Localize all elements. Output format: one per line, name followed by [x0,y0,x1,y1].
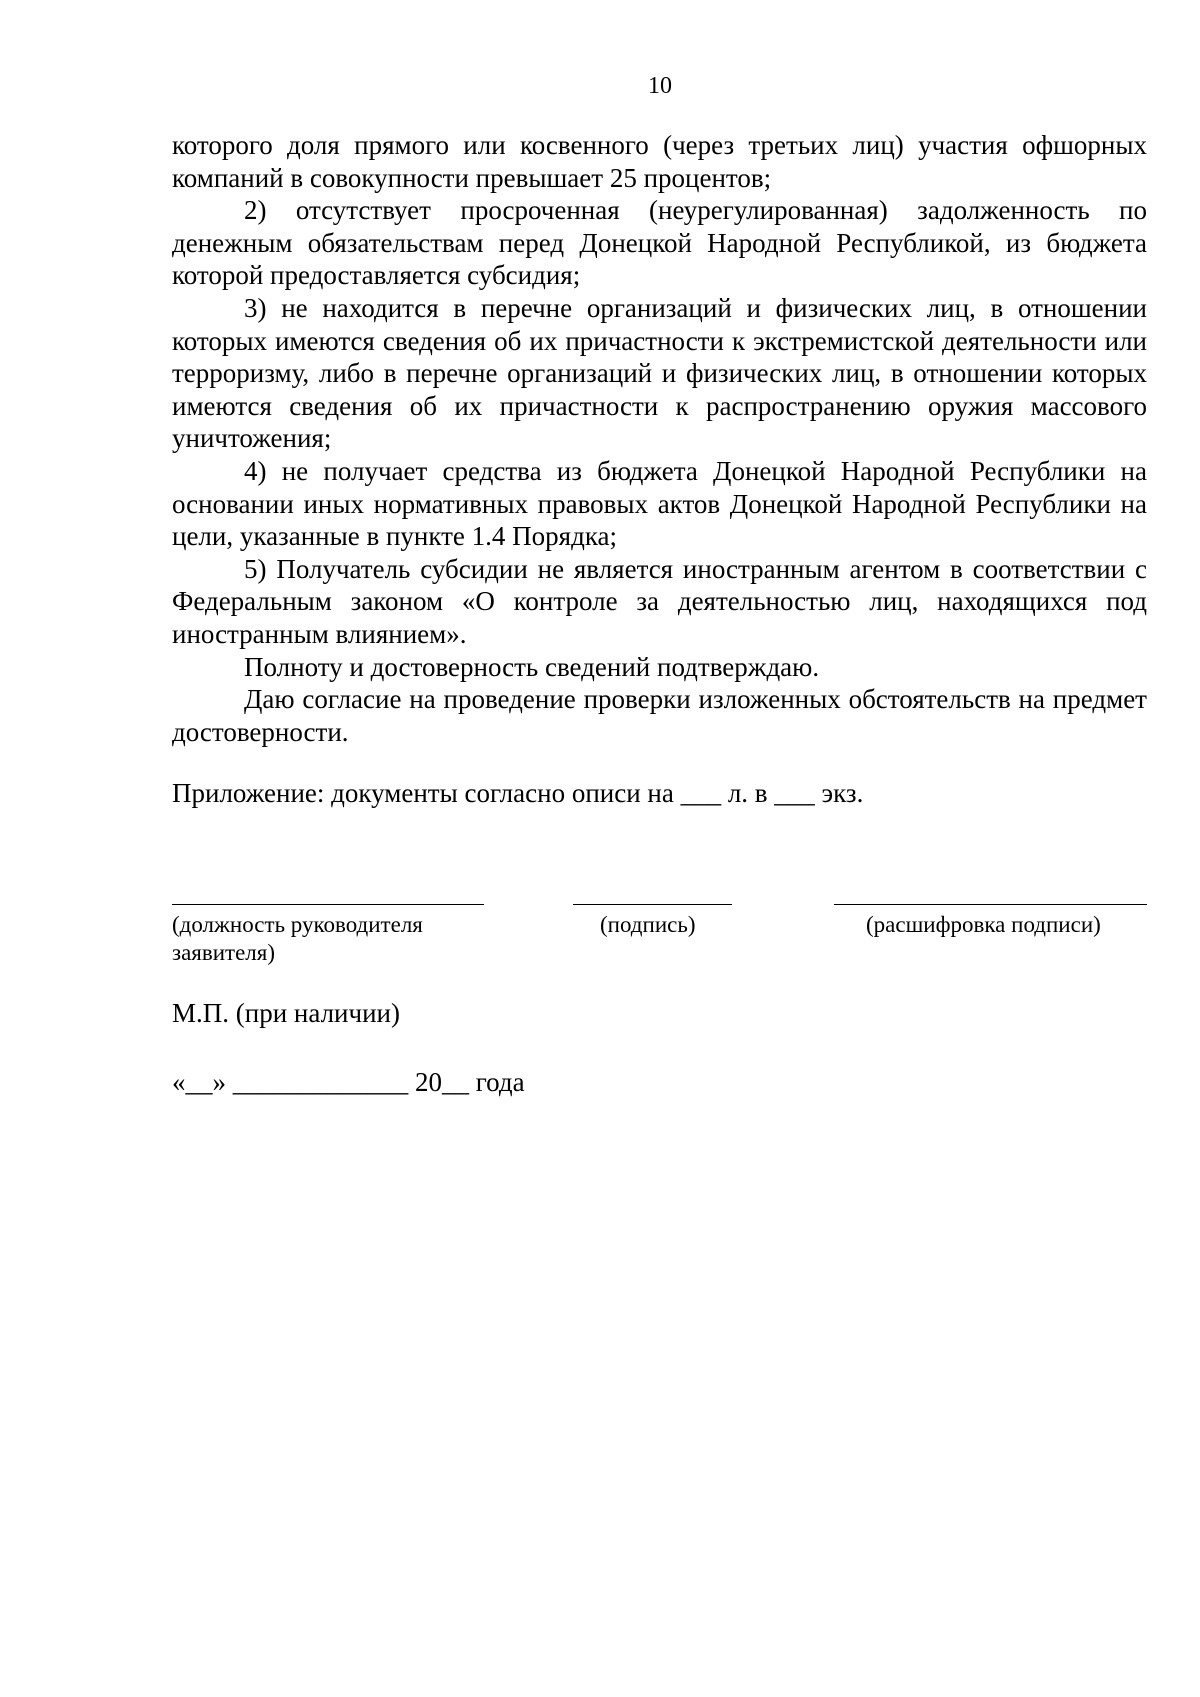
signature-line [573,904,732,905]
attachment-line: Приложение: документы согласно описи на ___ л. в ___ экз. [172,778,864,808]
paragraph-confirmation: Полноту и достоверность сведений подтверждаю. [244,651,820,682]
date-line: «__» _____________ 20__ года [172,1067,525,1097]
paragraph-consent: Даю согласие на проведение проверки изложенных обстоятельств на предмет достоверности. [172,684,1147,747]
paragraph-item-4: 4) не получает средства из бюджета Донецкой Народной Республики на основании иных нормативных правовых актов Донецкой Народной Республики на цели, указанные в пункте 1.4 Порядка; [172,455,1147,552]
paragraph-item-5: 5) Получатель субсидии не является иностранным агентом в соответствии с Федеральным законом «О контроле за деятельностью лиц, находящихся под иностранным влиянием». [172,553,1147,649]
page-number: 10 [648,73,672,99]
body-text [172,129,1147,748]
position-caption: (должность руководителя заявителя) [172,912,423,965]
signature-caption: (подпись) [600,912,696,937]
decryption-signature-line [834,904,1147,905]
decryption-caption: (расшифровка подписи) [866,912,1101,937]
position-signature-line [172,904,484,905]
paragraph-continuation: которого доля прямого или косвенного (через третьих лиц) участия офшорных компаний в совокупности превышает 25 процентов; [172,130,1147,193]
paragraph-item-2: 2) отсутствует просроченная (неурегулированная) задолженность по денежным обязательствам перед Донецкой Народной Республикой, из бюджета которой предоставляется субсидия; [172,195,1147,291]
paragraph-item-3: 3) не находится в перечне организаций и физических лиц, в отношении которых имеются сведения об их причастности к экстремистской деятельности или терроризму, либо в перечне организаций и физических лиц, в отношении которых имеются сведения об их причастности к распространению оружия массового уничтожения; [172,292,1147,454]
stamp-note: М.П. (при наличии) [172,998,400,1028]
